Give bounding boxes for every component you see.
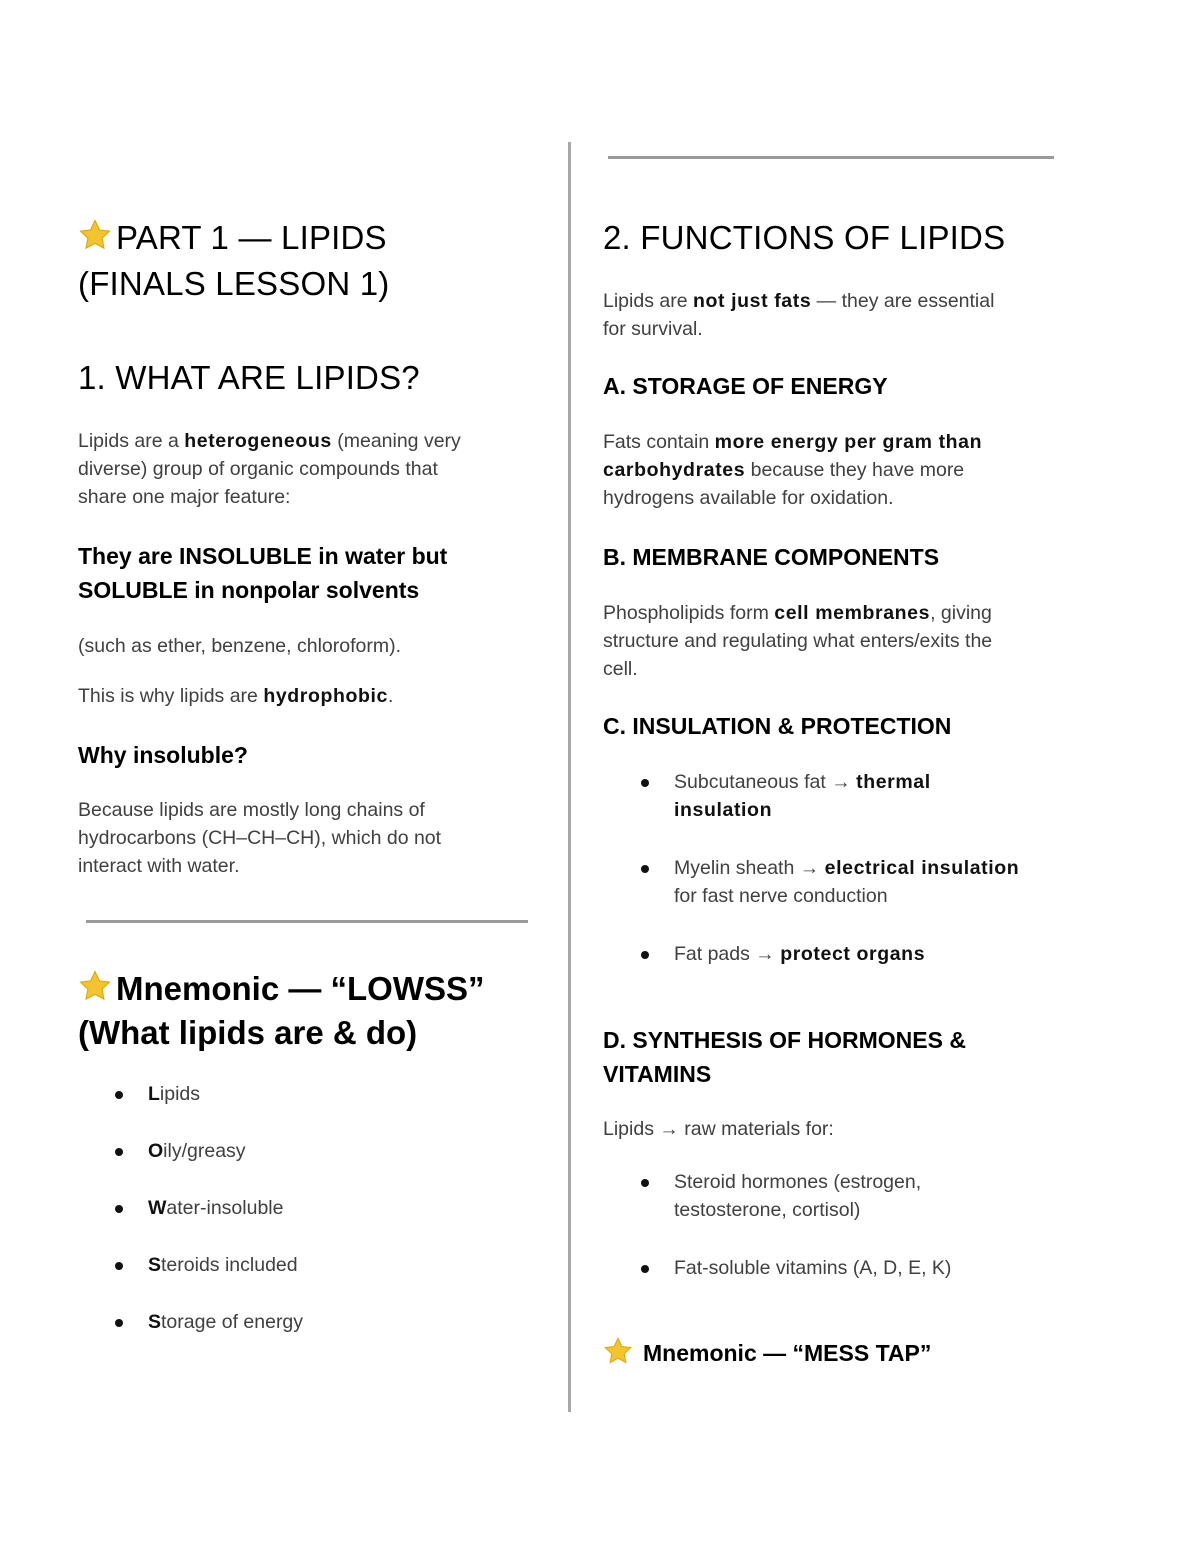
- solvents-text: (such as ether, benzene, chloroform).: [78, 635, 401, 657]
- list-item: Fat pads → protect organs: [603, 940, 1053, 968]
- section-heading-what-are-lipids: 1. WHAT ARE LIPIDS?: [78, 359, 420, 396]
- list-item: Fat-soluble vitamins (A, D, E, K): [603, 1254, 1053, 1282]
- horizontal-rule-top-right: [608, 156, 1054, 159]
- synthesis-list: [603, 1168, 1053, 1282]
- intro-paragraph: Lipids are a heterogeneous (meaning very diverse) group of organic compounds that share one major feature:: [78, 430, 461, 508]
- list-item: Steroids included: [78, 1251, 303, 1279]
- insulation-list: [603, 768, 1053, 968]
- list-item: Steroid hormones (estrogen, testosterone, cortisol): [603, 1168, 1053, 1224]
- mnemonic-mess-tap-heading: Mnemonic — “MESS TAP”: [603, 1336, 931, 1370]
- column-divider: [568, 142, 571, 1412]
- list-item: Water-insoluble: [78, 1194, 303, 1222]
- why-insoluble-heading: Why insoluble?: [78, 742, 248, 768]
- functions-intro: Lipids are not just fats — they are essential for survival.: [603, 290, 995, 340]
- list-item: Lipids: [78, 1080, 303, 1108]
- mnemonic-lowss-heading: Mnemonic — “LOWSS” (What lipids are & do): [78, 967, 528, 1055]
- list-item: Subcutaneous fat → thermal insulation: [603, 768, 1053, 824]
- because-paragraph: Because lipids are mostly long chains of hydrocarbons (CH–CH–CH), which do not interact with water.: [78, 799, 442, 877]
- star-icon: [78, 215, 116, 261]
- star-icon: [78, 967, 116, 1011]
- membrane-heading: B. MEMBRANE COMPONENTS: [603, 544, 940, 570]
- insulation-heading: C. INSULATION & PROTECTION: [603, 713, 952, 739]
- list-item: Oily/greasy: [78, 1137, 303, 1165]
- star-icon: [603, 1336, 643, 1370]
- list-item: Myelin sheath → electrical insulation for fast nerve conduction: [603, 854, 1053, 910]
- key-statement: They are INSOLUBLE in water but SOLUBLE in nonpolar solvents: [78, 543, 448, 603]
- storage-heading: A. STORAGE OF ENERGY: [603, 373, 888, 399]
- functions-heading: 2. FUNCTIONS OF LIPIDS: [603, 219, 1006, 256]
- mnemonic-lowss-list: [78, 1080, 303, 1336]
- synthesis-intro: Lipids → raw materials for:: [603, 1118, 834, 1140]
- storage-paragraph: Fats contain more energy per gram than carbohydrates because they have more hydrogens available for oxidation.: [603, 431, 983, 509]
- part-title: PART 1 — LIPIDS (FINALS LESSON 1): [78, 215, 390, 307]
- synthesis-heading: D. SYNTHESIS OF HORMONES & VITAMINS: [603, 1027, 966, 1087]
- horizontal-rule-left: [86, 920, 528, 923]
- list-item: Storage of energy: [78, 1308, 303, 1336]
- hydrophobic-text: This is why lipids are hydrophobic.: [78, 685, 394, 707]
- membrane-paragraph: Phospholipids form cell membranes, giving structure and regulating what enters/exits the cell.: [603, 602, 993, 680]
